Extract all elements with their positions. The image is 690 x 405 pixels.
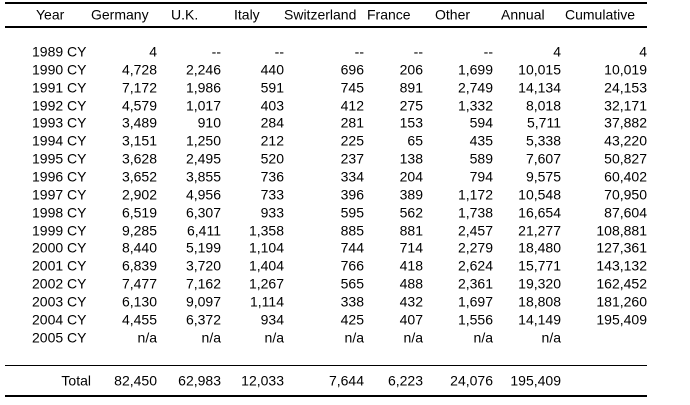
table-cell-other: 2,279: [457, 239, 493, 256]
table-cell-cumulative: 4: [639, 43, 647, 60]
table-cell-france: 891: [399, 79, 423, 96]
table-cell-germany: 4,728: [121, 61, 157, 78]
column-header-germany: Germany: [91, 6, 149, 23]
table-cell-other: 2,457: [457, 222, 493, 238]
total-cell-germany: 82,450: [114, 372, 157, 389]
table-cell-cumulative: 127,361: [596, 239, 647, 256]
table-cell-cumulative: 24,153: [604, 79, 647, 96]
table-cell-uk: 7,162: [185, 275, 221, 292]
table-cell-germany: 3,151: [121, 132, 157, 149]
table-cell-italy: 1,104: [248, 239, 284, 256]
table-cell-uk: 2,495: [185, 150, 221, 167]
total-cell-switzerland: 7,644: [328, 372, 364, 389]
table-cell-annual: 10,548: [518, 186, 561, 203]
table-cell-italy: 284: [260, 114, 284, 131]
table-cell-other: 1,699: [457, 61, 493, 78]
table-cell-other: 2,749: [457, 79, 493, 96]
table-cell-france: --: [413, 43, 423, 60]
table-cell-uk: 5,199: [185, 239, 221, 256]
table-cell-italy: 1,114: [250, 293, 284, 310]
table-cell-france: 65: [407, 132, 423, 149]
table-cell-cumulative: 32,171: [604, 97, 647, 114]
table-cell-cumulative: 108,881: [596, 222, 647, 238]
table-cell-italy: 591: [260, 79, 284, 96]
table-cell-year: 1998 CY: [32, 204, 87, 221]
total-cell-annual: 195,409: [510, 372, 561, 389]
table-cell-switzerland: 425: [340, 311, 364, 328]
table-cell-italy: 733: [260, 186, 284, 203]
column-header-france: France: [367, 6, 411, 23]
table-cell-year: 1989 CY: [32, 43, 87, 60]
table-cell-year: 2002 CY: [32, 275, 87, 292]
table-cell-france: 389: [399, 186, 423, 203]
table-cell-cumulative: 10,019: [604, 61, 647, 78]
table-cell-cumulative: 43,220: [604, 132, 647, 149]
table-cell-italy: 520: [260, 150, 284, 167]
table-cell-cumulative: 37,882: [604, 114, 647, 131]
table-cell-france: 153: [399, 114, 423, 131]
table-cell-germany: 4,579: [121, 97, 157, 114]
column-header-annual: Annual: [501, 6, 545, 23]
table-cell-switzerland: 745: [340, 79, 364, 96]
table-cell-annual: 19,320: [518, 275, 561, 292]
table-cell-other: n/a: [473, 329, 493, 346]
table-cell-france: 881: [399, 222, 423, 238]
table-cell-switzerland: 595: [340, 204, 364, 221]
table-cell-year: 1995 CY: [32, 150, 87, 167]
table-rule-2: [5, 365, 647, 366]
table-cell-year: 2004 CY: [32, 311, 87, 328]
table-cell-uk: 910: [197, 114, 221, 131]
table-cell-uk: 6,372: [185, 311, 221, 328]
table-cell-switzerland: 237: [340, 150, 364, 167]
table-cell-year: 2003 CY: [32, 293, 87, 310]
table-cell-switzerland: --: [354, 43, 364, 60]
table-cell-annual: 14,149: [518, 311, 561, 328]
table-cell-other: 1,697: [457, 293, 493, 310]
table-cell-year: 2000 CY: [32, 239, 87, 256]
table-cell-cumulative: 70,950: [604, 186, 647, 203]
table-cell-france: 714: [399, 239, 423, 256]
table-cell-annual: 18,808: [518, 293, 561, 310]
table-cell-france: 418: [399, 257, 423, 274]
table-cell-annual: 5,711: [527, 114, 561, 131]
table-cell-uk: --: [211, 43, 221, 60]
table-cell-france: 407: [399, 311, 423, 328]
table-cell-year: 1994 CY: [32, 132, 87, 149]
table-cell-uk: 4,956: [185, 186, 221, 203]
table-cell-italy: 1,267: [248, 275, 284, 292]
table-cell-germany: 7,172: [121, 79, 157, 96]
table-cell-cumulative: 143,132: [596, 257, 647, 274]
table-cell-germany: 9,285: [121, 222, 157, 238]
column-header-switzerland: Switzerland: [284, 6, 357, 23]
table-cell-switzerland: 412: [340, 97, 364, 114]
table-cell-uk: 1,986: [185, 79, 221, 96]
table-cell-year: 2001 CY: [32, 257, 87, 274]
table-cell-switzerland: n/a: [344, 329, 364, 346]
table-cell-year: 1997 CY: [32, 186, 87, 203]
table-cell-annual: 16,654: [518, 204, 561, 221]
column-header-italy: Italy: [234, 6, 260, 23]
table-cell-switzerland: 334: [340, 168, 364, 185]
table-cell-germany: 6,519: [121, 204, 157, 221]
table-cell-france: 138: [399, 150, 423, 167]
table-cell-year: 1992 CY: [32, 97, 87, 114]
table-cell-uk: 6,307: [185, 204, 221, 221]
table-cell-annual: 4: [553, 43, 561, 60]
table-cell-italy: n/a: [264, 329, 284, 346]
table-cell-annual: 18,480: [518, 239, 561, 256]
table-cell-annual: 21,277: [518, 222, 561, 238]
table-cell-germany: 7,477: [121, 275, 157, 292]
table-cell-annual: 8,018: [525, 97, 561, 114]
table-cell-year: 1999 CY: [32, 222, 87, 238]
table-cell-switzerland: 744: [340, 239, 364, 256]
table-cell-germany: 4,455: [121, 311, 157, 328]
table-cell-other: 1,332: [457, 97, 493, 114]
table-cell-italy: 403: [260, 97, 284, 114]
table-cell-uk: 1,250: [185, 132, 221, 149]
table-cell-year: 2005 CY: [32, 329, 87, 346]
table-cell-year: 1991 CY: [32, 79, 87, 96]
total-cell-uk: 62,983: [178, 372, 221, 389]
table-cell-annual: 14,134: [518, 79, 561, 96]
table-cell-germany: 6,130: [121, 293, 157, 310]
table-cell-germany: 4: [149, 43, 157, 60]
table-cell-france: 204: [399, 168, 423, 185]
table-rule-1: [5, 26, 647, 28]
table-cell-uk: 3,720: [185, 257, 221, 274]
table-cell-switzerland: 885: [340, 222, 364, 238]
table-rule-3: [5, 395, 647, 397]
table-cell-switzerland: 225: [340, 132, 364, 149]
table-cell-switzerland: 565: [340, 275, 364, 292]
table-cell-other: 794: [469, 168, 493, 185]
table-cell-cumulative: 50,827: [604, 150, 647, 167]
table-cell-italy: --: [274, 43, 284, 60]
table-cell-uk: n/a: [201, 329, 221, 346]
table-cell-switzerland: 281: [340, 114, 364, 131]
table-cell-italy: 933: [260, 204, 284, 221]
table-cell-cumulative: 181,260: [596, 293, 647, 310]
table-cell-italy: 1,358: [248, 222, 284, 238]
column-header-other: Other: [435, 6, 471, 23]
table-cell-italy: 212: [260, 132, 284, 149]
table-cell-cumulative: 60,402: [604, 168, 647, 185]
table-cell-cumulative: 162,452: [596, 275, 647, 292]
table-cell-germany: n/a: [137, 329, 157, 346]
table-cell-switzerland: 696: [340, 61, 364, 78]
table-cell-uk: 1,017: [185, 97, 221, 114]
table-rule-0: [5, 2, 647, 4]
table-cell-france: n/a: [403, 329, 423, 346]
table-cell-other: 435: [469, 132, 493, 149]
table-cell-other: 2,361: [457, 275, 493, 292]
column-header-uk: U.K.: [171, 6, 199, 23]
table-cell-france: 562: [399, 204, 423, 221]
table-cell-uk: 9,097: [185, 293, 221, 310]
table-cell-uk: 2,246: [185, 61, 221, 78]
total-cell-italy: 12,033: [241, 372, 284, 389]
table-cell-france: 488: [399, 275, 423, 292]
table-cell-annual: 15,771: [518, 257, 561, 274]
table-cell-annual: 7,607: [525, 150, 561, 167]
table-cell-italy: 736: [260, 168, 284, 185]
table-cell-germany: 8,440: [121, 239, 157, 256]
table-cell-france: 432: [399, 293, 423, 310]
column-header-year: Year: [36, 6, 65, 23]
table-cell-other: 2,624: [457, 257, 493, 274]
table-cell-italy: 1,404: [248, 257, 284, 274]
table-cell-cumulative: 195,409: [596, 311, 647, 328]
country-breakdown-table: [5, 0, 647, 405]
table-cell-france: 206: [399, 61, 423, 78]
table-cell-germany: 6,839: [121, 257, 157, 274]
table-cell-uk: 6,411: [187, 222, 221, 238]
table-cell-other: 594: [469, 114, 493, 131]
table-cell-year: 1990 CY: [32, 61, 87, 78]
table-cell-annual: n/a: [541, 329, 561, 346]
table-cell-annual: 5,338: [525, 132, 561, 149]
table-cell-year: 1996 CY: [32, 168, 87, 185]
table-cell-germany: 3,628: [121, 150, 157, 167]
column-header-cumulative: Cumulative: [565, 6, 636, 23]
total-cell-france: 6,223: [387, 372, 423, 389]
table-cell-france: 275: [399, 97, 423, 114]
table-cell-other: 1,556: [457, 311, 493, 328]
table-cell-germany: 2,902: [121, 186, 157, 203]
table-cell-cumulative: 87,604: [604, 204, 647, 221]
table-cell-year: 1993 CY: [32, 114, 87, 131]
table-cell-other: 1,172: [457, 186, 493, 203]
total-label: Total: [61, 372, 91, 389]
table-cell-germany: 3,652: [121, 168, 157, 185]
table-cell-switzerland: 338: [340, 293, 364, 310]
table-cell-annual: 9,575: [525, 168, 561, 185]
table-cell-germany: 3,489: [121, 114, 157, 131]
table-cell-uk: 3,855: [185, 168, 221, 185]
table-cell-switzerland: 396: [340, 186, 364, 203]
total-cell-other: 24,076: [450, 372, 493, 389]
table-cell-other: 1,738: [457, 204, 493, 221]
table-cell-other: --: [483, 43, 493, 60]
table-cell-annual: 10,015: [518, 61, 561, 78]
table-cell-italy: 440: [260, 61, 284, 78]
table-cell-switzerland: 766: [340, 257, 364, 274]
table-cell-italy: 934: [260, 311, 284, 328]
table-cell-other: 589: [469, 150, 493, 167]
